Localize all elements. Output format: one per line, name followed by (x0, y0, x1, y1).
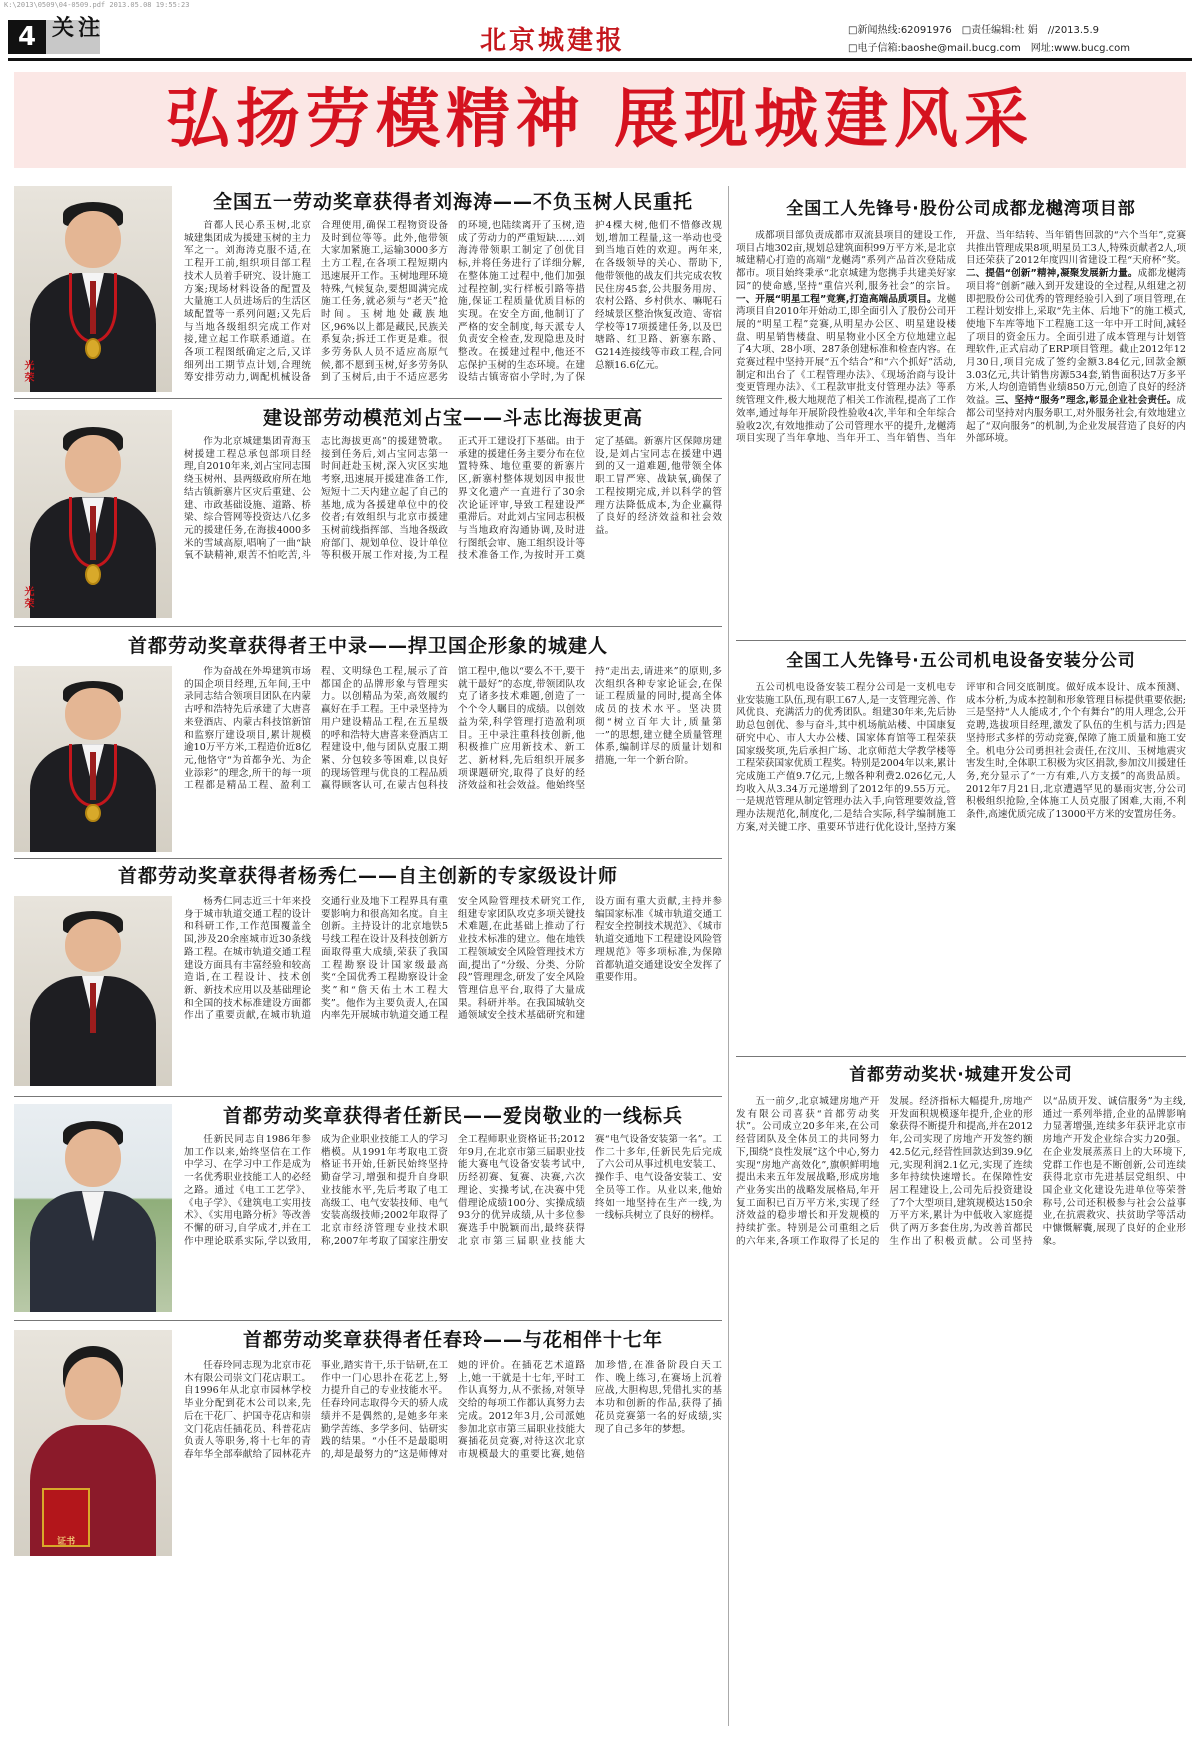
portrait-photo-yang-xiuren (14, 896, 172, 1086)
medal-icon (85, 804, 101, 823)
section-label: 关注 (52, 16, 105, 41)
article-title: 首都劳动奖章获得者任新民——爱岗敬业的一线标兵 (222, 1105, 683, 1127)
medal-ribbon (69, 497, 116, 568)
article-title: 首都劳动奖状·城建开发公司 (849, 1065, 1073, 1085)
banner-title: 弘扬劳模精神 展现城建风采 (165, 83, 1035, 157)
article-body: 任新民同志自1986年参加工作以来,始终坚信在工作中学习、在学习中工作是成为一名优秀职业技能工人的必经之路。通过《电工工艺学》、《电子学》、《建筑电工实用技术》、《实用电路分析》等改善不懈的研习,自学成才,并在工作中理论联系实际,学以致用,成为企业职业技能工人的学习楷模。从1991年考取电工资格证书开始,任新民始终坚持勤奋学习,增强和提升自身职业技能水平,先后考取了电工高级工、电气安装技师、电气安装高级技师;2002年取得了北京市经济管理专业技术职称,2007年考取了国家注册安全工程师职业资格证书;2012年9月,在北京市第三届职业技能大赛电气设备安装考试中,历经初赛、复赛、决赛,六次理论、实操考试,在决赛中凭借理论成绩100分、实操成绩93分的优异成绩,从十多位参赛选手中脱颖而出,最终获得北京市第三届职业技能大赛“电气设备安装第一名”。工作二十多年,任新民先后完成了六公司从事过机电安装工、操作手、电气设备安装工、安全员等工作。从业以来,他始终如一地坚持在生产一线,为一线标兵树立了良好的榜样。 (184, 1134, 722, 1247)
issue-date: //2013.5.9 (1047, 25, 1099, 36)
article-title: 建设部劳动模范刘占宝——斗志比海拔更高 (262, 407, 643, 429)
medal-ribbon (69, 744, 116, 807)
article-title: 全国工人先锋号·五公司机电设备安装分公司 (786, 651, 1136, 671)
medal-icon (85, 338, 101, 359)
article-body: 成都项目部负责成都市双流县项目的建设工作,项目占地302亩,规划总建筑面积99万平方米,是北京城建精心打造的高端“龙樾湾”系列产品首次登陆成都市。项目始终秉承“北京城建为您携手共建美好家园”的使命感,坚持“重信兴利,服务社会”的宗旨。一、开展“明星工程”竞赛,打造高端品质项目。龙樾湾项目自2010年开始动工,即全面引入了股份公司开展的“明星工程”竞赛,从明星办公区、明星建设楼盘、明星销售楼盘、明星物业小区全方位地建立起了4大项、28小项、287条创建标准和检查内容。在竞赛过程中坚持开展“五个结合”和“六个抓好”活动,制定和出台了《工程管理办法》、《现场治商与设计变更管理办法》、《工程款审批支付管理办法》等系统管理文件,极大地规范了相关工作流程,提高了工作效率,通过每年开展阶段性验收4次,半年和全年综合验收2次,有效地推动了公司管理水平的提升,龙樾湾项目实现了当年拿地、当年开工、当年销售、当年开盘、当年结转、当年销售回款的“六个当年”,竞赛共推出管理成果8项,明星员工3人,特殊贡献者2人,项目还荣获了2012年度四川省建设工程“天府杯”奖。二、提倡“创新”精神,凝聚发展新力量。成都龙樾湾项目将“创新”融入到开发建设的全过程,从组建之初即把股份公司优秀的管理经验引入到了项目管理,在工程计划安排上,采取“先主体、后地下”的施工模式,使地下车库等地下工程施工这一年中开工时间,减轻了项目的资金压力。全面引进了成本管理与计划管理软件,正式启动了ERP项目管理。截止2012年12月30日,项目完成了签约金额3.84亿元,回款金额3.03亿元,共计销售房源534套,销售面积达7万多平方米,人均创造销售业绩850万元,创造了良好的经济效益。三、坚持“服务”理念,彰显企业社会责任。成都公司坚持对内服务职工,对外服务社会,有效地建立起了“双向服务”的机制,为企业发展营造了良好的内外部环境。 (736, 230, 1186, 445)
header-rule (8, 58, 1192, 61)
banner (14, 72, 1186, 168)
portrait-face (65, 919, 122, 972)
column-divider (728, 186, 729, 1726)
article-title: 全国工人先锋号·股份公司成都龙樾湾项目部 (786, 199, 1136, 219)
page-number: 4 (8, 20, 46, 54)
article-divider (14, 1096, 722, 1097)
article-divider (14, 626, 722, 627)
page-header (8, 12, 1192, 68)
article-body: 五一前夕,北京城建房地产开发有限公司喜获“首都劳动奖状”。公司成立20多年来,在公司经营团队及全体员工的共同努力下,围绕“良性发展”这个中心,努力实现“房地产高效化”,旗帜鲜明地提出未来五年发展战略,形成房地产业务实出的战略发展格局,年开复工面积已百万平方米,实现了经济效益的稳步增长和开发规模的持续扩张。特别是公司重组之后的六年来,各项工作取得了长足的发展。经济指标大幅提升,房地产开发面积规模逐年提升,企业的形象获得不断提升和提高,并在2012年,公司实现了房地产开发签约额42.5亿元,经营性回款达到39.9亿元,实现利润2.1亿元,实现了连续多年持续快速增长。在保障性安居工程建设上,公司先后投资建设了7个大型项目,建筑规模达150余万平方米,累计为中低收入家庭提供了两万多套住房,为改善首都民生作出了积极贡献。公司坚持以“品质开发、诚信服务”为主线,通过一系列举措,企业的品牌影响力显著增强,连续多年获评北京市房地产开发企业综合实力20强。在企业发展蒸蒸日上的大环境下,党群工作也是不断创新,公司连续获得北京市先进基层党组织、中国企业文化建设先进单位等荣誉称号,公司还积极参与社会公益事业,在抗震救灾、扶贫助学等活动中慷慨解囊,展现了良好的企业形象。 (736, 1096, 1186, 1247)
portrait-face (65, 1129, 122, 1187)
certificate-icon: 证书 (42, 1488, 89, 1547)
article-body: 五公司机电设备安装工程分公司是一支机电专业安装施工队伍,现有职工67人,是一支管理完善、作风优良、充满活力的优秀团队。组建30年来,先后协助总包创优、参与奋斗,其中机场航站楼、中国康复研究中心、市人大办公楼、国家体育馆等工程荣获国家级奖项,先后承担广场、北京师范大学教学楼等工程荣获国家优质工程奖。特别是2004年以来,累计完成施工产值9.7亿元,上缴各种利费2.026亿元,人均收入从3.34万元递增到了2012年的9.55万元。一是规范管理从制定管理办法入手,向管理要效益,管理办法规范化,制度化,二是结合实际,科学编制施工方案,对关键工序、重要环节进行优化设计,坚持方案评审和合同交底制度。做好成本设计、成本预测、成本分析,为成本控制和形象管理目标提供重要依据;三是坚持“人人能成才,个个有舞台”的用人理念,公开竞聘,选拔项目经理,激发了队伍的生机与活力;四是坚持形式多样的劳动竞赛,保障了施工质量和施工安全。机电分公司勇担社会责任,在汶川、玉树地震灾害发生时,全体职工积极为灾区捐款,参加汶川援建任务,充分显示了“一方有难,八方支援”的高贵品质。2012年7月21日,北京遭遇罕见的暴雨灾害,分公司积极组织抢险,全体施工人员克服了困难,大雨,不利条件,高速优质完成了13000平方米的安置房任务。 (736, 682, 1186, 833)
website-url[interactable]: 网址:www.bucg.com (1030, 43, 1131, 54)
article-title: 首都劳动奖章获得者王中录——捍卫国企形象的城建人 (127, 635, 608, 657)
email-address[interactable]: □电子信箱:baoshe@mail.bucg.com (848, 43, 1021, 54)
article-body: 作为北京城建集团青海玉树援建工程总承包部项目经理,自2010年来,刘占宝同志围绕玉树州、县两级政府所在地结古镇新寨片区灾后重建、公建、市政基础设施、道路、桥梁、综合管网等投资达八亿多元的援建任务,在海拔4000多米的雪域高原,唱响了一曲“缺氧不缺精神,艰苦不怕吃苦,斗志比海拔更高”的援建赞歌。接到任务后,刘占宝同志第一时间赶赴玉树,深入灾区实地考察,迅速展开援建准备工作,短短十二天内建立起了自己的基地,成为各援建单位中的佼佼者;有效组织与北京市援建玉树前线指挥部、当地各级政府部门、规划单位、设计单位等积极开展工作对接,为工程正式开工建设打下基础。由于承建的援建任务主要分布在位置特殊、地位重要的新寨片区,新寨村整体规划因申报世界文化遗产一直进行了30余次论证评审,导致工程建设严重滞后。对此刘占宝同志积极与当地政府沟通协调,及时进行图纸会审、施工组织设计等技术准备工作,为按时开工奠定了基础。新寨片区保障房建设,是刘占宝同志在援建中遇到的又一道难题,他带领全体职工冒严寒、战缺氧,确保了工程按期完成,并以科学的管理方法降低成本,为企业赢得了良好的经济效益和社会效益。 (184, 436, 722, 562)
article-title: 全国五一劳动奖章获得者刘海涛——不负玉树人民重托 (212, 191, 693, 213)
print-metadata-line: K:\2013\0509\04-0509.pdf 2013.05.08 19:55:23 (4, 1, 190, 9)
article-title: 首都劳动奖章获得者任春玲——与花相伴十七年 (242, 1329, 663, 1351)
responsible-editor: □责任编辑:杜 娟 (961, 25, 1038, 36)
article-body: 任春玲同志现为北京市花木有限公司崇文门花店职工。自1996年从北京市园林学校毕业分配到花木公司以来,先后在干花厂、护国寺花店和崇文门花店任插花员、科普花店负责人等职务,将十七年的青春年华全部奉献给了园林花卉事业,踏实肯干,乐于钻研,在工作中一门心思扑在花艺上,努力提升自己的专业技能水平。任春玲同志取得今天的骄人成绩并不是偶然的,是她多年来勤学苦练、多学多问、钻研实践的结果。“小任不是最聪明的,却是最努力的”这是师傅对她的评价。在插花艺术道路上,她一干就是十七年,平时工作认真努力,从不张扬,对领导交给的每项工作都认真努力去完成。2012年3月,公司派她参加北京市第三届职业技能大赛插花员竞赛,对待这次北京市规模最大的重要比赛,她倍加珍惜,在准备阶段白天工作、晚上练习,在赛场上沉着应战,大胆构思,凭借扎实的基本功和创新的作品,获得了插花员竞赛第一名的好成绩,实现了自己多年的梦想。 (184, 1360, 722, 1460)
article-body: 杨秀仁同志近三十年来投身于城市轨道交通工程的设计和科研工作,工作范围覆盖全国,涉及20余座城市近30条线路工程。在城市轨道交通工程建设方面具有丰富经验和较高造诣,在工程设计、技术创新、新技术应用以及基础理论和全国的技术标准建设方面都作出了重要贡献,在城市轨道交通行业及地下工程界具有重要影响力和很高知名度。自主创新。主持设计的北京地铁5号线工程在设计及科技创新方面取得重大成绩,荣获了我国工程勘察设计国家级最高奖“全国优秀工程勘察设计金奖”和“詹天佑土木工程大奖”。他作为主要负责人,在国内率先开展城市轨道交通工程安全风险管理技术研究工作,组建专家团队攻克多项关键技术难题,在此基础上推动了行业技术标准的建立。他在地铁工程领域安全风险管理技术方面,提出了“分级、分类、分阶段”管理理念,研发了安全风险管理信息平台,取得了大量成果。科研并举。在我国城轨交通领域安全技术基础研究和建设方面有重大贡献,主持并参编国家标准《城市轨道交通工程安全控制技术规范》、《城市轨道交通地下工程建设风险管理规范》等多项标准,为保障首都轨道交通建设安全发挥了重要作用。 (184, 896, 722, 1022)
masthead: 北京城建报 (480, 26, 626, 56)
portrait-photo-ren-xinmin (14, 1104, 172, 1312)
article-body: 首都人民心系玉树,北京城建集团成为援建玉树的主力军之一。刘海涛克服不适,在工程开工前,组织项目部工程技术人员着手研究、设计施工方案;现场材料设备的配置及大量施工人员进场后的生活区域配置等一系列问题;又先后与当地各级组织完成工作对接,建立起工作联系通道。在各项工程图纸确定之后,又详细列出工期节点计划,合理统筹安排劳动力,调配机械设备合理使用,确保工程物资设备及时到位等等。此外,他带领大家加紧施工,运输3000多方土方工程,在各项工程短期内迅速展开工作。玉树地理环境特殊,气候复杂,要想圆满完成施工任务,就必须与“老天”抢时间。玉树地处藏族地区,96%以上都是藏民,民族关系复杂;拆迁工作更是难。很多劳务队人员不适应高原气候,都不愿到玉树,好多劳务队到了玉树后,由于不适应恶劣的环境,也陆续离开了玉树,造成了劳动力的严重短缺……刘海涛带领职工制定了创优目标,并将任务进行了详细分解,在整体施工过程中,他们加强过程控制,实行样板引路等措施,保证工程质量优质目标的实现。在安全方面,他制订了严格的安全制度,每天派专人负责安全检查,发现隐患及时整改。在援建过程中,他还不忘保护玉树的生态环境。在建设结古镇寄宿小学时,为了保护4棵大树,他们不惜修改规划,增加工程量,这一举动也受到当地百姓的欢迎。两年来,在各级领导的关心、帮助下,他带领他的战友们共完成农牧民住房45套,公共服务用房、农村公路、乡村供水、嘛呢石经城景区整治恢复改造、寄宿学校等17项援建任务,以及巴塘路、红卫路、新寨东路、G214连接线等市政工程,合同总额16.6亿元。 (184, 220, 722, 384)
article-divider (736, 640, 1186, 641)
photo-caption: 光荣 (22, 360, 33, 384)
medal-ribbon (69, 273, 116, 343)
medal-icon (85, 564, 101, 585)
article-divider (14, 398, 722, 399)
article-divider (736, 1056, 1186, 1057)
photo-caption: 光荣 (22, 586, 33, 610)
portrait-photo-liu-zhanbao (14, 410, 172, 618)
portrait-photo-wang-zhonglu (14, 666, 172, 852)
article-body: 作为奋战在外埠建筑市场的国企项目经理,五年间,王中录同志结合领项目团队在内蒙古呼和浩特先后承建了大唐喜来登酒店、内蒙古科技馆新馆和监察厅建设项目,累计规模逾10万平方米,工程造价近8亿元,他恪守“为首都争光、为企业添彩”的理念,所干的每一项工程都是精品工程、盈利工程、文明绿色工程,展示了首都国企的品牌形象与管理实力。以创精品为荣,高效履约赢好在手工程。王中录坚持为用户建设精品工程,在五星级的呼和浩特大唐喜来登酒店工程建设中,他与团队克服工期紧、分包较多等困难,以良好的现场管理与优良的工程品质赢得顾客认可,在蒙古包科技馆工程中,他以“要么不干,要干就干最好”的态度,带领团队攻克了诸多技术难题,创造了一个个令人瞩目的成绩。以创效益为荣,科学管理打造盈利项目。王中录注重科技创新,他积极推广应用新技术、新工艺、新材料,先后组织开展多项课题研究,取得了良好的经济效益和社会效益。他始终坚持“走出去,请进来”的原则,多次组织各种专家论证会,在保证工程质量的同时,提高全体成员的技术水平。坚决贯彻“树立百年大计,质量第一”的思想,建立健全质量管理体系,编制详尽的质量计划和措施,一年一个新台阶。 (184, 666, 722, 792)
header-info (848, 22, 1192, 58)
portrait-face (65, 211, 122, 269)
portrait-face (65, 1357, 122, 1420)
article-title: 首都劳动奖章获得者杨秀仁——自主创新的专家级设计师 (117, 865, 618, 887)
portrait-photo-liu-haitao (14, 186, 172, 392)
article-divider (14, 858, 722, 859)
portrait-face (65, 688, 122, 740)
news-hotline: □新闻热线:62091976 (848, 25, 952, 36)
article-divider (14, 1320, 722, 1321)
portrait-photo-ren-chunling (14, 1330, 172, 1556)
portrait-tie (90, 983, 96, 1032)
portrait-face (65, 435, 122, 493)
